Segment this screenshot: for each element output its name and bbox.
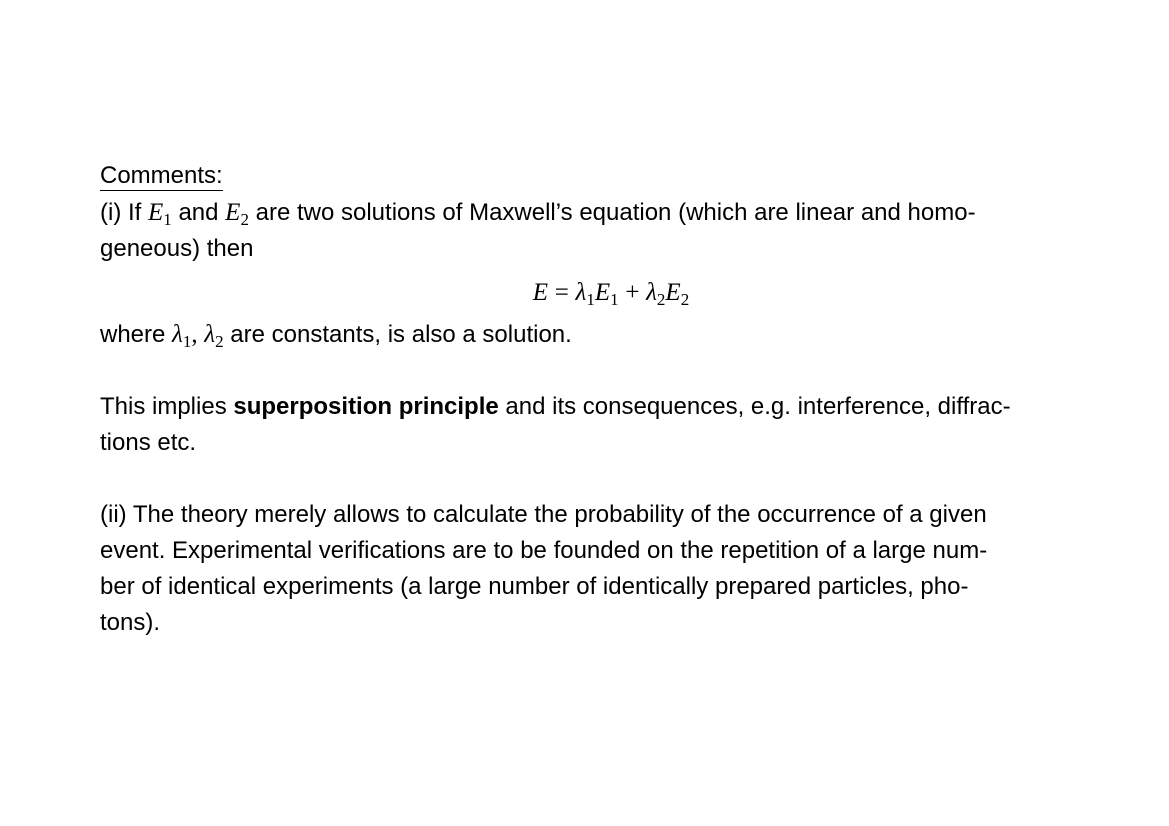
comments-heading: Comments:	[100, 162, 223, 189]
spacer	[100, 461, 1070, 497]
item-ii-paragraph: (ii) The theory merely allows to calculate the probability of the occurrence of a given event. Experimental verifications are to be founded on the repetition of a large num- ber of identical experiments (a large number of identically prepared particles, pho- tons).	[100, 501, 988, 636]
symbol-lambda1: $\lambda_1$	[172, 321, 192, 351]
superposition-paragraph: This implies superposition principle and its consequences, e.g. interference, diffrac- tions etc.	[100, 393, 1011, 456]
item-i-text: are two solutions of Maxwell’s equation (which are linear and homo-	[255, 199, 976, 226]
item-i-prefix: (i) If	[100, 199, 142, 226]
symbol-e1: $E_1$	[148, 199, 172, 229]
item-i-paragraph	[100, 195, 1070, 267]
document-page	[100, 158, 1070, 641]
superposition-principle-term: superposition principle	[233, 393, 499, 420]
symbol-lambda2: $\lambda_2$	[204, 321, 224, 351]
item-i-line2: geneous) then	[100, 235, 254, 262]
spacer	[100, 353, 1070, 389]
superposition-equation: $E = \lambda_1E_1 + \lambda_2E_2$	[532, 279, 690, 309]
item-i-and: and	[178, 199, 219, 226]
symbol-e2: $E_2$	[225, 199, 249, 229]
where-line: where $\lambda_1$, $\lambda_2$ are constants, is also a solution.	[100, 321, 572, 351]
